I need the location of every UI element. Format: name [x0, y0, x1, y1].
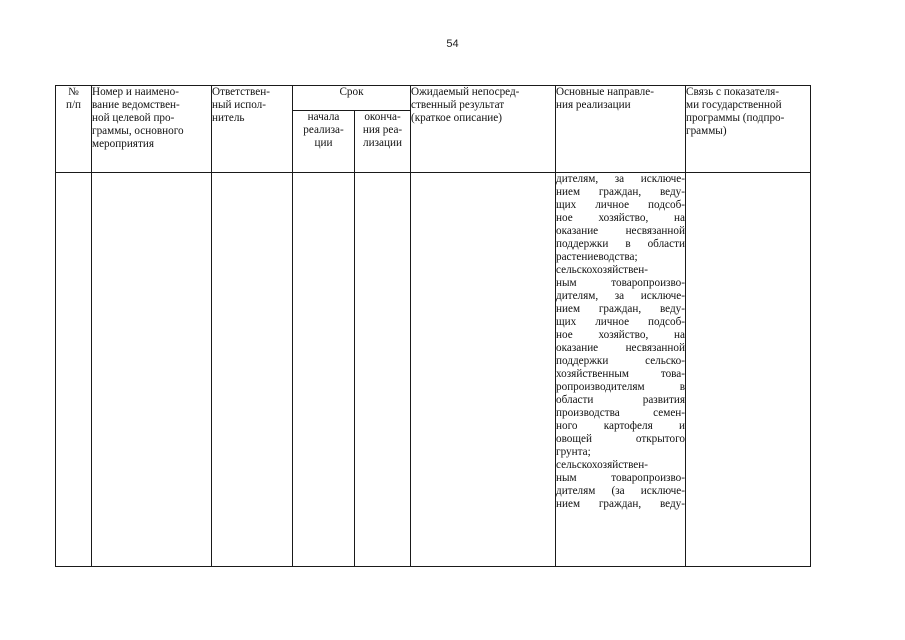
cell-result: [411, 173, 556, 567]
header-result: [411, 86, 556, 173]
header-name-text: Номер и наимено- вание ведомствен- ной целевой про- граммы, основного мероприятия: [92, 86, 184, 150]
header-link: [686, 86, 811, 173]
directions-line: растениеводства;: [556, 251, 638, 263]
header-result-text: Ожидаемый непосред- ственный результат (краткое описание): [411, 86, 520, 124]
program-table: [55, 85, 811, 567]
directions-line: оказание несвязанной: [556, 225, 685, 237]
directions-line: щих личное подсоб-: [556, 316, 685, 328]
directions-line: дителям (за исключе-: [556, 485, 685, 497]
directions-line: ропроизводителям в: [556, 381, 685, 393]
header-executor: [212, 86, 293, 173]
directions-line: овощей открытого: [556, 433, 685, 445]
directions-line: ным товаропроизво-: [556, 472, 685, 484]
directions-line: хозяйственным това-: [556, 368, 685, 380]
header-link-text: Связь с показателя- ми государственной программы (подпро- граммы): [686, 86, 785, 137]
header-executor-text: Ответствен- ный испол- нитель: [212, 86, 270, 124]
directions-line: щих личное подсоб-: [556, 199, 685, 211]
header-term-start: [293, 111, 355, 173]
directions-line: грунта;: [556, 446, 591, 458]
directions-line: дителям, за исключе-: [556, 290, 685, 302]
directions-line: сельскохозяйствен-: [556, 459, 648, 471]
cell-term-start: [293, 173, 355, 567]
directions-line: поддержки в области: [556, 238, 685, 250]
directions-line: оказание несвязанной: [556, 342, 685, 354]
header-term-end: [355, 111, 411, 173]
cell-name: [92, 173, 212, 567]
directions-line: поддержки сельско-: [556, 355, 685, 367]
directions-line: ное хозяйство, на: [556, 329, 685, 341]
directions-line: дителям, за исключе-: [556, 173, 685, 185]
directions-line: нием граждан, веду-: [556, 186, 685, 198]
directions-line: области развития: [556, 394, 685, 406]
header-num-text: № п/п: [65, 86, 82, 111]
directions-line: нием граждан, веду-: [556, 303, 685, 315]
header-term-start-text: начала реализа- ции: [303, 111, 344, 149]
cell-term-end: [355, 173, 411, 567]
header-name: [92, 86, 212, 173]
directions-line: нием граждан, веду-: [556, 498, 685, 510]
cell-link: [686, 173, 811, 567]
cell-num: [56, 173, 92, 567]
header-directions-text: Основные направле- ния реализации: [556, 86, 654, 111]
header-term-end-text: оконча- ния реа- лизации: [362, 111, 403, 149]
page-number: 54: [446, 38, 459, 50]
header-num: [56, 86, 92, 173]
directions-text: [556, 173, 685, 511]
header-term-text: Срок: [339, 86, 364, 98]
cell-directions: [556, 173, 686, 567]
directions-line: сельскохозяйствен-: [556, 264, 648, 276]
directions-line: ного картофеля и: [556, 420, 685, 432]
header-directions: [556, 86, 686, 173]
header-term: [293, 86, 411, 111]
directions-line: производства семен-: [556, 407, 685, 419]
directions-line: ным товаропроизво-: [556, 277, 685, 289]
cell-executor: [212, 173, 293, 567]
directions-line: ное хозяйство, на: [556, 212, 685, 224]
